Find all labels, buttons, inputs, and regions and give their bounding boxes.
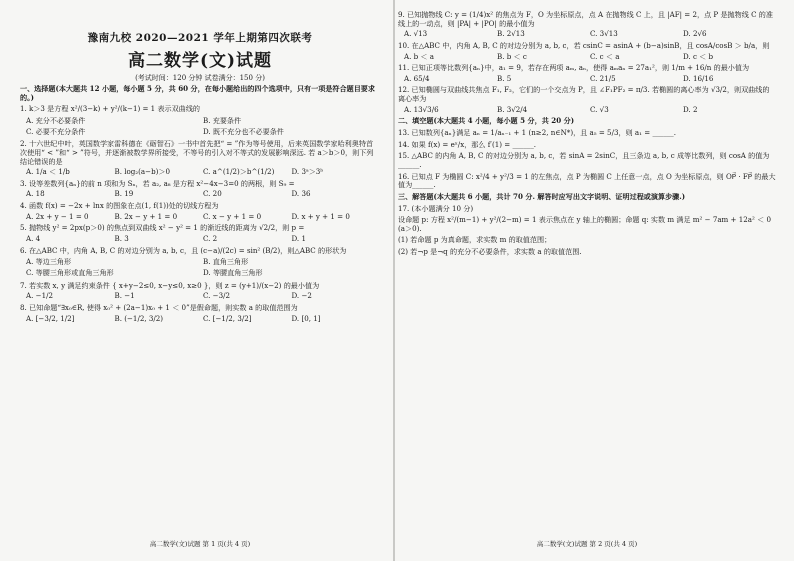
page-2 bbox=[398, 8, 776, 555]
section-heading-fill: 二、填空题(本大题共 4 小题，每小题 5 分，共 20 分) bbox=[398, 116, 575, 126]
answer-option: A. [−3/2, 1/2] bbox=[26, 313, 75, 323]
answer-option: D. 2√6 bbox=[683, 29, 707, 39]
answer-option: B. 5 bbox=[497, 73, 512, 83]
answer-option: D. [0, 1] bbox=[291, 313, 321, 323]
answer-option: A. −1/2 bbox=[26, 291, 53, 301]
exam-title: 豫南九校 2020—2021 学年上期第四次联考 bbox=[87, 32, 313, 44]
page-1 bbox=[20, 8, 380, 555]
fill-question: 15. △ABC 的内角 A, B, C 的对边分别为 a, b, c，若 sinA = 2sinC，且三条边 a, b, c 成等比数列，则 cosA 的值为______. bbox=[398, 151, 770, 169]
answer-option: B. (−1/2, 3/2) bbox=[114, 313, 164, 323]
question-17-title: 17. (本小题满分 10 分) bbox=[398, 203, 474, 213]
answer-option: D. 16/16 bbox=[683, 73, 714, 83]
question-17-part: (2) 若¬p 是¬q 的充分不必要条件，求实数 a 的取值范围. bbox=[398, 247, 582, 257]
answer-option: A. 等边三角形 bbox=[26, 257, 72, 267]
answer-option: B. b ＜ c bbox=[497, 51, 527, 61]
answer-option: B. log₂(a−b)＞0 bbox=[114, 167, 171, 177]
question-stem: 12. 已知椭圆与双曲线共焦点 F₁, F₂，它们的一个交点为 P，且 ∠F₁PF₂ = π/3. 若椭圆的离心率为 √3/2，则双曲线的离心率为 bbox=[398, 85, 770, 104]
answer-option: B. 2x − y + 1 = 0 bbox=[114, 211, 178, 221]
answer-options bbox=[404, 106, 776, 115]
answer-options bbox=[26, 257, 380, 278]
answer-option: A. 65/4 bbox=[404, 73, 430, 83]
answer-options bbox=[26, 292, 380, 301]
answer-options bbox=[26, 235, 380, 244]
answer-option: A. 2x + y − 1 = 0 bbox=[26, 211, 89, 221]
answer-option: C. [−1/2, 3/2] bbox=[203, 313, 252, 323]
answer-option: A. 13√3/6 bbox=[404, 104, 439, 114]
answer-option: D. 3ᵃ＞3ᵇ bbox=[291, 167, 324, 177]
answer-option: C. 20 bbox=[203, 189, 222, 199]
answer-option: D. x + y + 1 = 0 bbox=[291, 211, 350, 221]
fill-question: 14. 如果 f(x) = eˣ/x，那么 f′(1) = ______. bbox=[398, 139, 536, 149]
question-list-right bbox=[398, 11, 776, 114]
answer-option: B. 3 bbox=[114, 234, 129, 244]
answer-option: B. −1 bbox=[114, 291, 135, 301]
question-stem: 11. 已知正项等比数列{aₙ}中，a₁ = 9，若存在两项 aₘ, aₙ，使得 aₘaₙ = 27a₁²，则 1/m + 16/n 的最小值为 bbox=[398, 63, 750, 73]
fill-question: 16. 已知点 F 为椭圆 C: x²/4 + y²/3 = 1 的左焦点，点 P 为椭圆 C 上任意一点，点 O 为坐标原点，则 OP⃗ · FP⃗ 的最大值为______. bbox=[398, 171, 776, 190]
question-stem: 9. 已知抛物线 C: y = (1/4)x² 的焦点为 F，O 为坐标原点，点 A 在抛物线 C 上，且 |AF| = 2，点 P 是抛物线 C 的准线上的一动点，则 |PA| + |PO| 的最小值为 bbox=[398, 10, 773, 28]
answer-option: B. 2√13 bbox=[497, 29, 525, 39]
answer-option: C. 等腰三角形或直角三角形 bbox=[26, 267, 114, 277]
answer-option: B. 直角三角形 bbox=[203, 257, 249, 267]
exam-meta: (考试时间：120 分钟 试卷满分：150 分) bbox=[135, 73, 265, 82]
section-heading-choice: 一、选择题(本大题共 12 小题，每小题 5 分，共 60 分，在每小题给出的四个选项中，只有一项是符合题目要求的。) bbox=[20, 84, 375, 102]
question-stem: 6. 在△ABC 中，内角 A, B, C 的对边分别为 a, b, c，且 (c−a)/(2c) = sin² (B/2)，则△ABC 的形状为 bbox=[20, 245, 347, 255]
answer-option: A. 4 bbox=[26, 234, 41, 244]
question-stem: 1. k＞3 是方程 x²/(3−k) + y²/(k−1) = 1 表示双曲线的 bbox=[20, 104, 201, 114]
answer-option: D. 2 bbox=[683, 104, 698, 114]
answer-option: D. −2 bbox=[291, 291, 312, 301]
answer-options bbox=[26, 190, 380, 199]
answer-option: C. 2 bbox=[203, 234, 218, 244]
question-stem: 4. 函数 f(x) = −2x + lnx 的图象在点(1, f(1))处的切线方程为 bbox=[20, 201, 219, 211]
answer-options bbox=[404, 53, 776, 62]
answer-option: A. 1/a ＜ 1/b bbox=[26, 167, 70, 177]
answer-option: D. 36 bbox=[291, 189, 311, 199]
answer-option: B. 19 bbox=[114, 189, 134, 199]
question-stem: 7. 若实数 x, y 满足约束条件 { x+y−2≤0, x−y≤0, x≥0 }，则 z = (y+1)/(x−2) 的最小值为 bbox=[20, 280, 320, 290]
answer-option: C. −3/2 bbox=[203, 291, 231, 301]
answer-options bbox=[26, 213, 380, 222]
question-17-body: 设命题 p: 方程 x²/(m−1) + y²/(2−m) = 1 表示焦点在 y 轴上的椭圆；命题 q: 实数 m 满足 m² − 7am + 12a² ＜ 0 (a＞0). bbox=[398, 215, 771, 233]
answer-option: A. 充分不必要条件 bbox=[26, 115, 86, 125]
page-fold bbox=[393, 0, 395, 561]
answer-option: D. c ＜ b bbox=[683, 51, 714, 61]
page-footer: 高二数学(文)试题 第 1 页(共 4 页) bbox=[149, 540, 251, 549]
question-stem: 3. 设等差数列{aₙ}的前 n 项和为 Sₙ，若 a₂, a₈ 是方程 x²−4x−3=0 的两根，则 S₉ = bbox=[20, 178, 295, 188]
answer-option: B. 充要条件 bbox=[203, 115, 242, 125]
answer-option: D. 既不充分也不必要条件 bbox=[203, 126, 284, 136]
question-list-left bbox=[20, 105, 380, 323]
answer-option: A. √13 bbox=[404, 29, 428, 39]
answer-options bbox=[26, 315, 380, 324]
page-footer: 高二数学(文)试题 第 2 页(共 4 页) bbox=[536, 540, 638, 549]
fill-list bbox=[398, 129, 776, 190]
answer-option: C. 必要不充分条件 bbox=[26, 126, 86, 136]
exam-subtitle: 高二数学(文)试题 bbox=[127, 50, 273, 71]
answer-option: C. x − y + 1 = 0 bbox=[203, 211, 262, 221]
question-stem: 8. 已知命题“∃x₀∈R, 使得 x₀² + (2a−1)x₀ + 1 ＜ 0”是假命题，则实数 a 的取值范围为 bbox=[20, 302, 298, 312]
answer-option: C. √3 bbox=[590, 104, 609, 114]
question-stem: 5. 抛物线 y² = 2px(p＞0) 的焦点到双曲线 x² − y² = 1 的渐近线的距离为 √2/2，则 p = bbox=[20, 223, 305, 233]
answer-options bbox=[404, 30, 776, 39]
answer-options bbox=[26, 116, 380, 137]
question-stem: 10. 在△ABC 中，内角 A, B, C 的对边分别为 a, b, c，若 csinC = asinA + (b−a)sinB，且 cosA/cosB ＞ b/a，则 bbox=[398, 40, 770, 50]
question-17-parts bbox=[398, 236, 776, 256]
answer-option: C. 21/5 bbox=[590, 73, 616, 83]
question-17-part: (1) 若命题 p 为真命题，求实数 m 的取值范围； bbox=[398, 235, 552, 245]
answer-option: A. 18 bbox=[26, 189, 45, 199]
answer-option: D. 1 bbox=[291, 234, 306, 244]
answer-option: C. c ＜ a bbox=[590, 51, 620, 61]
answer-options bbox=[26, 168, 380, 177]
answer-option: C. a^(1/2)＞b^(1/2) bbox=[203, 167, 275, 177]
fill-question: 13. 已知数列{aₙ}满足 aₙ = 1/aₙ₋₁ + 1 (n≥2, n∈N*)，且 a₅ = 5/3，则 a₁ = ______. bbox=[398, 128, 676, 138]
answer-option: C. 3√13 bbox=[590, 29, 618, 39]
answer-options bbox=[404, 75, 776, 84]
question-stem: 2. 十六世纪中叶，英国数学家雷科德在《砺智石》一书中首先把“ = ”作为等号使用，后来英国数学家哈利奥特首次使用“ < ”和“ > ”符号，并逐渐被数学界所接受，不等号的引入对不等式的发展影响深远. 若 a＞b＞0，则下列结论错误的是 bbox=[20, 139, 374, 166]
section-heading-answer: 三、解答题(本大题共 6 小题，共计 70 分. 解答时应写出文字说明、证明过程或演算步骤.) bbox=[398, 191, 686, 201]
answer-option: A. b ＜ a bbox=[404, 51, 435, 61]
answer-option: B. 3√2/4 bbox=[497, 104, 528, 114]
answer-option: D. 等腰直角三角形 bbox=[203, 267, 263, 277]
